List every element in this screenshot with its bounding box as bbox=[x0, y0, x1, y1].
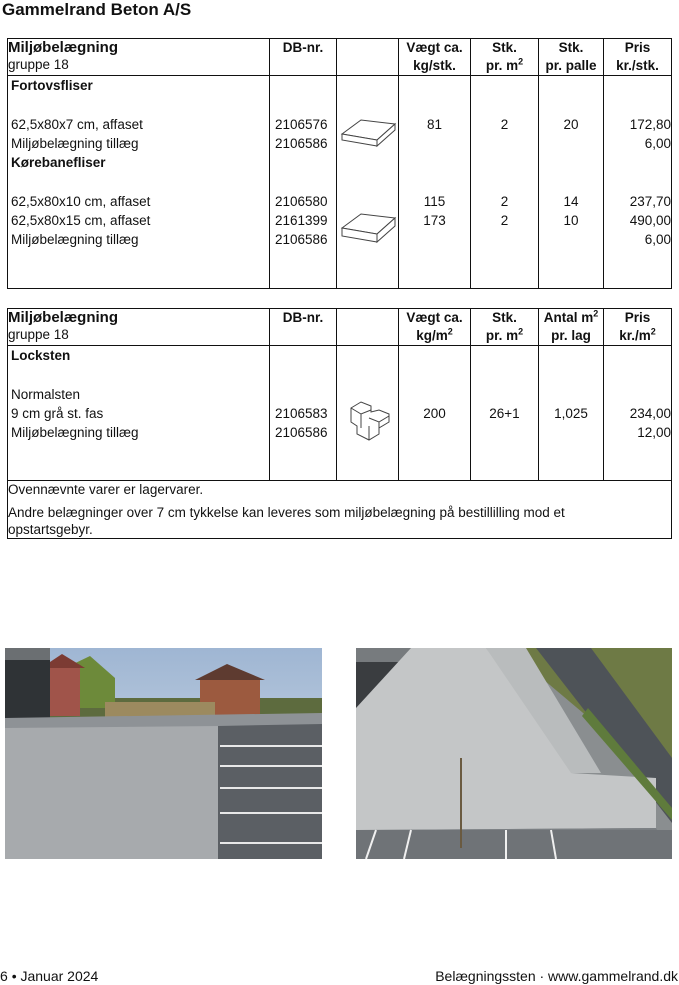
locksten-icon bbox=[349, 400, 399, 444]
section-label: Kørebanefliser bbox=[11, 155, 106, 171]
db-column: 2106583 2106586 bbox=[270, 346, 337, 481]
section-label: Locksten bbox=[11, 348, 71, 363]
footer-right: Belægningssten · www.gammelrand.dk bbox=[435, 968, 678, 984]
header-title: Miljøbelægning bbox=[8, 39, 118, 56]
db-column: 2106576 2106586 2106580 2161399 2106586 bbox=[270, 76, 337, 289]
notes bbox=[8, 481, 672, 539]
header-per-pallet: Stk. pr. palle bbox=[539, 39, 604, 76]
per-m2-column: 2 2 2 bbox=[471, 76, 539, 289]
per-pallet-column: 20 14 10 bbox=[539, 76, 604, 289]
image-column bbox=[337, 76, 399, 289]
per-layer-column: 1,025 bbox=[539, 346, 604, 481]
price-column: 234,00 12,00 bbox=[604, 346, 672, 481]
header-db: DB-nr. bbox=[270, 309, 337, 346]
weight-column: 81 115 173 bbox=[399, 76, 471, 289]
header-price: Pris kr./stk. bbox=[604, 39, 672, 76]
header-group: gruppe 18 bbox=[8, 57, 69, 72]
notes-row bbox=[8, 481, 672, 539]
header-group: gruppe 18 bbox=[8, 327, 69, 342]
header-weight: Vægt ca. kg/stk. bbox=[399, 39, 471, 76]
image-column bbox=[337, 346, 399, 481]
company-title: Gammelrand Beton A/S bbox=[2, 0, 192, 19]
header-price: Pris $kr./m^2$ bbox=[604, 309, 672, 346]
note-order: Andre belægninger over 7 cm tykkelse kan leveres som miljøbelægning på bestillilling mod et opstartsgebyr. bbox=[8, 505, 565, 537]
header-per-layer: Antal $m^2$ pr. lag bbox=[539, 309, 604, 346]
header-product bbox=[8, 39, 270, 76]
table-body bbox=[8, 76, 672, 289]
flat-tile-icon bbox=[339, 116, 397, 150]
desc-column: Locksten Normalsten 9 cm grå st. fas Miljøbelægning tillæg bbox=[8, 346, 270, 481]
header-title: Miljøbelægning bbox=[8, 309, 118, 326]
table-header-row bbox=[8, 39, 672, 76]
page-number: 6 bbox=[0, 968, 8, 984]
header-product bbox=[8, 309, 270, 346]
header-image bbox=[337, 39, 399, 76]
section-label: Fortovsfliser bbox=[11, 78, 93, 93]
table-header-row bbox=[8, 309, 672, 346]
parking-lot-photo-1 bbox=[5, 648, 322, 859]
header-db: DB-nr. bbox=[270, 39, 337, 76]
price-table-tiles bbox=[7, 38, 672, 289]
weight-column: 200 bbox=[399, 346, 471, 481]
desc-column: Fortovsfliser 62,5x80x7 cm, affaset Miljøbelægning tillæg Kørebanefliser 62,5x80x10 cm, affaset 62,5x80x15 cm, affaset Miljøbelægning tillæg bbox=[8, 76, 270, 289]
header-per-m2: Stk. pr. $m^2$ bbox=[471, 309, 539, 346]
parking-lot-photo-2 bbox=[356, 648, 672, 859]
price-column: 172,80 6,00 237,70 490,00 6,00 bbox=[604, 76, 672, 289]
header-image bbox=[337, 309, 399, 346]
footer-left: 6 • Januar 2024 bbox=[0, 968, 99, 984]
table-body bbox=[8, 346, 672, 481]
footer-date: Januar 2024 bbox=[20, 968, 99, 984]
header-per-m2: Stk. pr. $m^2$ bbox=[471, 39, 539, 76]
note-stock: Ovennævnte varer er lagervarer. bbox=[8, 482, 204, 497]
price-table-locksten bbox=[7, 308, 672, 539]
thick-tile-icon bbox=[339, 212, 397, 246]
per-m2-column: 26+1 bbox=[471, 346, 539, 481]
header-weight: Vægt ca. $kg/m^2$ bbox=[399, 309, 471, 346]
